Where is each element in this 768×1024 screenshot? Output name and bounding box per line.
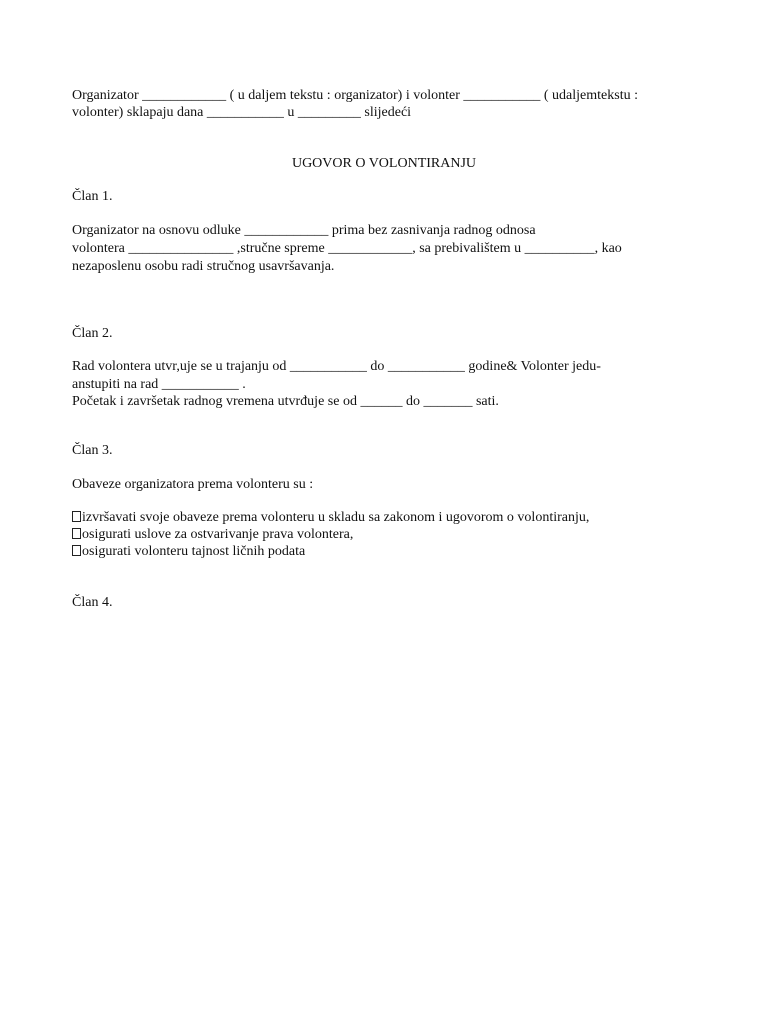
clan-3-intro: Obaveze organizatora prema volonteru su : <box>72 477 314 492</box>
clan-1-line-3: nezaposlenu osobu radi stručnog usavršavanja. <box>72 259 335 274</box>
clan-2-line-1: Rad volontera utvr,uje se u trajanju od ___________ do ___________ godine& Volonter jedu- <box>72 359 601 374</box>
list-item-text: izvršavati svoje obaveze prema volonteru u skladu sa zakonom i ugovorom o volontiranju, <box>82 510 590 525</box>
clan-2-line-2: anstupiti na rad ___________ . <box>72 377 246 392</box>
intro-line-1: Organizator ____________ ( u daljem tekstu : organizator) i volonter ___________ ( udaljemtekstu : <box>72 88 638 103</box>
clan-2-heading: Član 2. <box>72 326 113 341</box>
clan-1-line-1: Organizator na osnovu odluke ____________ prima bez zasnivanja radnog odnosa <box>72 223 536 238</box>
document-title: UGOVOR O VOLONTIRANJU <box>291 156 477 171</box>
bullet-box-icon <box>72 528 81 539</box>
list-item <box>72 543 305 560</box>
clan-1-heading: Član 1. <box>72 189 113 204</box>
bullet-box-icon <box>72 511 81 522</box>
clan-2-line-3: Početak i završetak radnog vremena utvrđuje se od ______ do _______ sati. <box>72 394 499 409</box>
list-item <box>72 509 589 526</box>
bullet-box-icon <box>72 545 81 556</box>
clan-3-heading: Član 3. <box>72 443 113 458</box>
list-item-text: osigurati volonteru tajnost ličnih podata <box>82 544 306 559</box>
list-item-text: osigurati uslove za ostvarivanje prava volontera, <box>82 527 354 542</box>
clan-4-heading: Član 4. <box>72 595 113 610</box>
clan-1-line-2: volontera _______________ ,stručne spreme ____________, sa prebivalištem u __________, kao <box>72 241 622 256</box>
intro-line-2: volonter) sklapaju dana ___________ u _________ slijedeći <box>72 105 412 120</box>
list-item <box>72 526 353 543</box>
